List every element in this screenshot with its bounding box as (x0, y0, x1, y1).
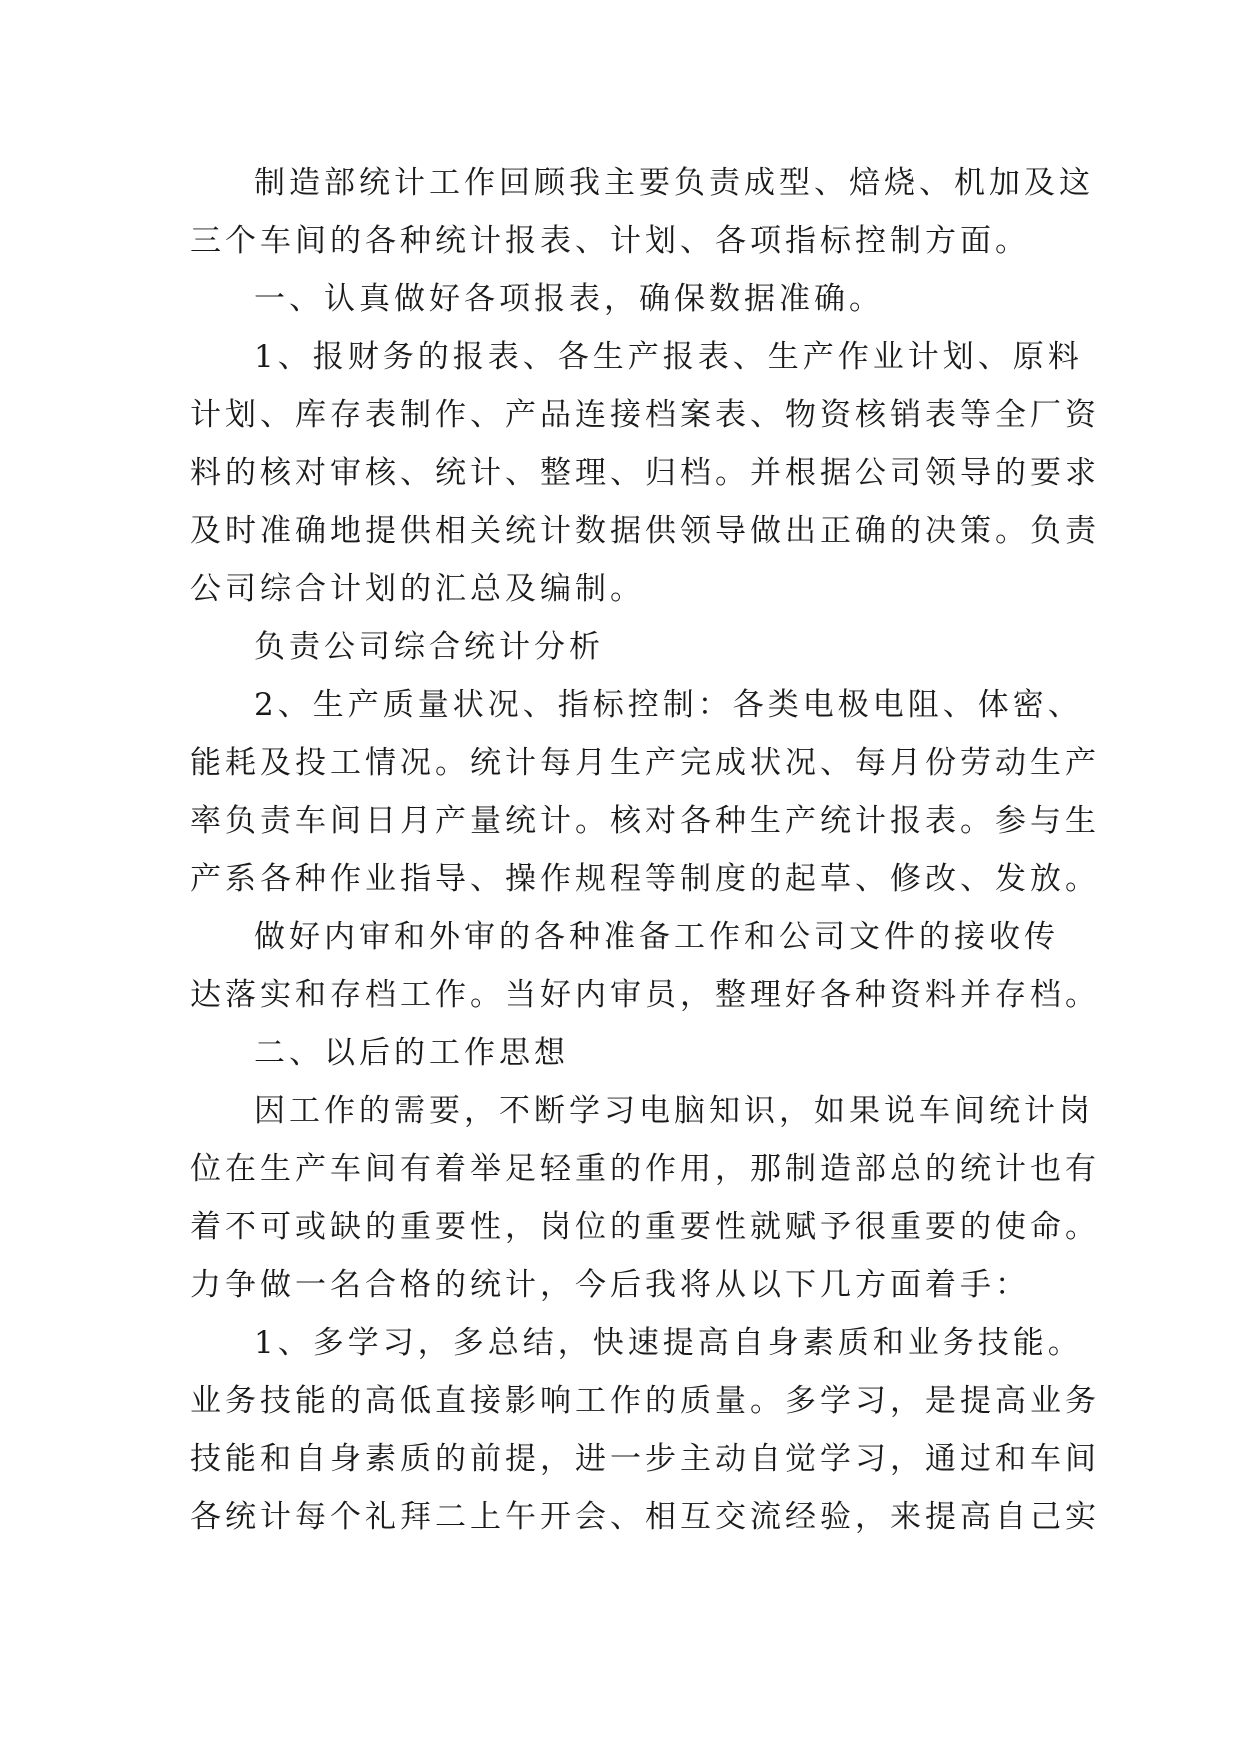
text-line: 制造部统计工作回顾我主要负责成型、焙烧、机加及这 (254, 165, 1094, 201)
section-heading: 二、以后的工作思想 (254, 1035, 569, 1071)
text-line: 各统计每个礼拜二上午开会、相互交流经验，来提高自己实 (190, 1499, 1100, 1535)
text-line: 着不可或缺的重要性，岗位的重要性就赋予很重要的使命。 (190, 1209, 1100, 1245)
text-line: 业务技能的高低直接影响工作的质量。多学习，是提高业务 (190, 1383, 1100, 1419)
text-line: 三个车间的各种统计报表、计划、各项指标控制方面。 (190, 223, 1030, 259)
text-line: 计划、库存表制作、产品连接档案表、物资核销表等全厂资 (190, 397, 1100, 433)
text-line: 能耗及投工情况。统计每月生产完成状况、每月份劳动生产 (190, 745, 1100, 781)
text-line: 及时准确地提供相关统计数据供领导做出正确的决策。负责 (190, 513, 1100, 549)
text-line: 公司综合计划的汇总及编制。 (190, 571, 645, 607)
text-line: 料的核对审核、统计、整理、归档。并根据公司领导的要求 (190, 455, 1100, 491)
text-line: 技能和自身素质的前提，进一步主动自觉学习，通过和车间 (190, 1441, 1100, 1477)
text-line: 位在生产车间有着举足轻重的作用，那制造部总的统计也有 (190, 1151, 1100, 1187)
text-line: 力争做一名合格的统计，今后我将从以下几方面着手： (190, 1267, 1030, 1303)
text-line: 负责公司综合统计分析 (254, 629, 604, 665)
text-line: 产系各种作业指导、操作规程等制度的起草、修改、发放。 (190, 861, 1100, 897)
text-line: 因工作的需要，不断学习电脑知识，如果说车间统计岗 (254, 1093, 1094, 1129)
text-line: 1、报财务的报表、各生产报表、生产作业计划、原料 (254, 339, 1083, 375)
text-line: 2、生产质量状况、指标控制：各类电极电阻、体密、 (254, 687, 1083, 723)
document-body (190, 154, 1100, 1546)
text-line: 达落实和存档工作。当好内审员，整理好各种资料并存档。 (190, 977, 1100, 1013)
section-heading: 一、认真做好各项报表，确保数据准确。 (254, 281, 884, 317)
text-line: 1、多学习，多总结，快速提高自身素质和业务技能。 (254, 1325, 1083, 1361)
text-line: 做好内审和外审的各种准备工作和公司文件的接收传 (254, 919, 1059, 955)
text-line: 率负责车间日月产量统计。核对各种生产统计报表。参与生 (190, 803, 1100, 839)
